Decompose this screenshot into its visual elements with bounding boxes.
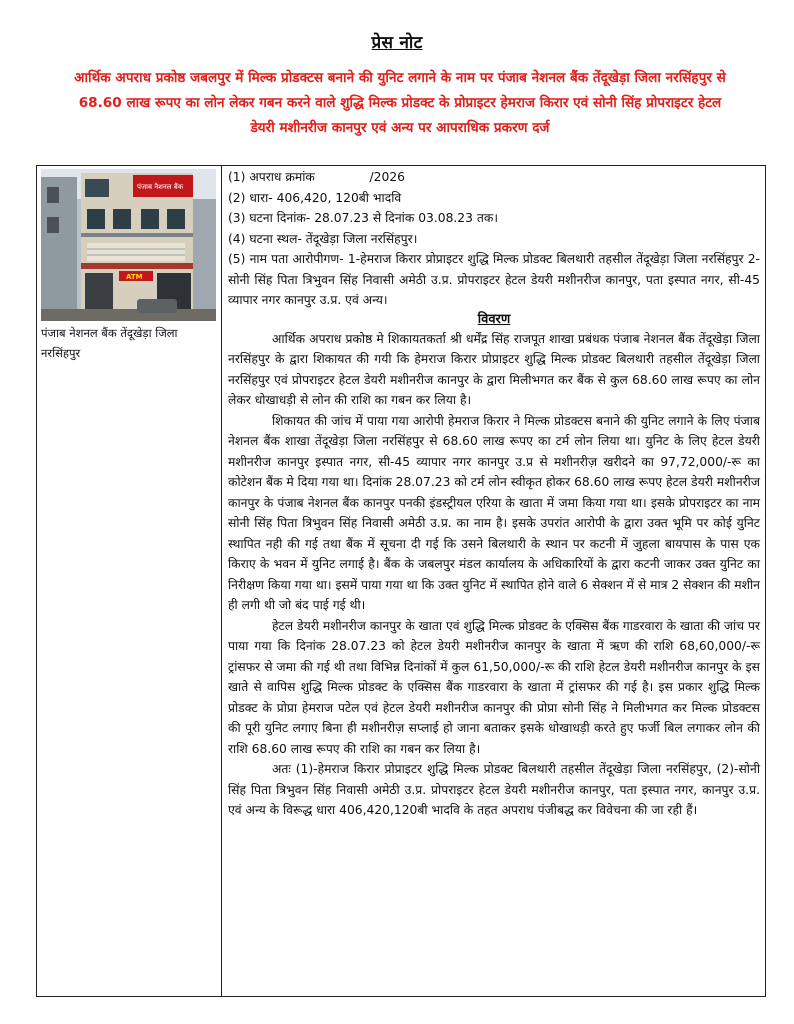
sections: (2) धारा- 406,420, 120बी भादवि [228, 190, 402, 205]
incident-date: (3) घटना दिनांक- 28.07.23 से दिनांक 03.08.23 तक। [228, 211, 498, 225]
photo-caption: पंजाब नेशनल बैंक तेंदूखेड़ा जिला नरसिंहपुर [41, 326, 178, 360]
column-divider [221, 166, 222, 996]
page-title: प्रेस नोट [371, 33, 423, 53]
details-table [36, 165, 766, 997]
paragraph: हेटल डेयरी मशीनरीज कानपुर के खाता एवं शुद्धि मिल्क प्रोडक्ट के एक्सिस बैंक गाडरवारा के खाता की जांच पर पाया गया कि दिनांक 28.07.23 को हेटल डेयरी मशीनरीज कानपुर के खाता में ऋण की राशि 68,60,000/-रू ट्रांसफर से जमा की गई थी तथा विभिन्न दिनांकों में कुल 61,50,000/-रू की राशि हेटल डेयरी मशीनरीज कानपुर के इस खाते से वापिस शुद्धि मिल्क प्रोडक्ट के एक्सिस बैंक गाडरवारा के खाता में ट्रांसफर की गई है। इस प्रकार शुद्धि मिल्क प्रोडक्ट के प्रोप्रा हेमराज पटेल एवं हेटल डेयरी मशीनरीज कानपुर की प्रोप्रा सोनी सिंह ने मिलीभगत कर मिल्क प्रोडक्टस की पूरी युनिट लगाए बिना ही मशीनरीज़ सप्लाई हो जाना बताकर इसके धोखाधड़ी करते हुए फर्जी बिल लगाकर लोन की राशि 68.60 लाख रूपए की राशि का गबन कर लिया है। [228, 618, 760, 756]
paragraph: शिकायत की जांच में पाया गया आरोपी हेमराज किरार ने मिल्क प्रोडक्टस बनाने की युनिट लगाने के लिए पंजाब नेशनल बैंक शाखा तेंदूखेड़ा जिला नरसिंहपुर से 68.60 लाख रूपए का टर्म लोन लिया था। युनिट के लिए हेटल डेयरी मशीनरीज कानपुर इस्पात नगर, सी-45 व्यापार नगर कानपुर उ.प्र से मशीनरीज़ खरीदने का 97,72,000/-रू का कोटेशन बैंक मे दिया गया था। दिनांक 28.07.23 को टर्म लोन स्वीकृत होकर 68.60 लाख रूपए हेटल डेयरी मशीनरीज कानपुर के पंजाब नेशनल बैंक कानपुर पनकी इंडस्ट्रीयल एरिया के खाता में जमा किया गया था। इसके प्रोपराइटर का नाम सोनी सिंह पिता त्रिभुवन सिंह निवासी अमेठी उ.प्र. का नाम है। इसके उपरांत आरोपी के द्वारा उक्त भूमि पर कोई युनिट स्थापित नही की गई तथा बैंक में सूचना दी गई कि उसने बिलथारी के स्थान पर कटनी में जुहला बायपास के पास एक किराए के भवन में युनिट लगाई है। बैंक के जबलपुर मंडल कार्यालय के अधिकारियों के द्वारा कटनी जाकर उक्त युनिट का निरीक्षण किया गया था। इसमें पाया गया था कि उक्त युनिट में स्थापित होने वाले 6 सेक्शन में से मात्र 2 सेक्शन की मशीन ही लगी थी जो बंद पाई गई थी। [228, 413, 760, 612]
bank-building-photo [41, 169, 216, 321]
case-details [228, 167, 760, 821]
atm-sign-text: ATM [126, 273, 143, 281]
paragraph: आर्थिक अपराध प्रकोष्ठ मे शिकायतकर्ता श्री धर्मेंद्र सिंह राजपूत शाखा प्रबंधक पंजाब नेशनल बैंक तेंदूखेड़ा जिला नरसिंहपुर के द्वारा शिकायत की गयी कि हेमराज किरार प्रोप्राइटर शुद्धि मिल्क प्रोडक्ट बिलथारी तहसील तेंदूखेड़ा जिला नरसिंहपुर एवं प्रोपराइटर हेटल डेयरी मशीनरीज कानपुर के द्वारा मिलीभगत कर बैंक से कुल 68.60 लाख रूपए का लोन लेकर धोखाधड़ी से लोन की राशि का गबन कर लिया है। [228, 331, 760, 407]
crime-number: (1) अपराध क्रमांक /2026 [228, 170, 405, 184]
bank-sign-text: पंजाब नैशनल बैंक [137, 183, 184, 191]
vivaran-heading: विवरण [477, 311, 511, 327]
building-illustration [41, 169, 216, 321]
incident-place: (4) घटना स्थल- तेंदूखेड़ा जिला नरसिंहपुर। [228, 231, 418, 246]
headline: आर्थिक अपराध प्रकोष्ठ जबलपुर में मिल्क प्रोडक्टस बनाने की युनिट लगाने के नाम पर पंजाब नेशनल बैंक तेंदूखेड़ा जिला नरसिंहपुर से 68.60 लाख रूपए का लोन लेकर गबन करने वाले शुद्धि मिल्क प्रोडक्ट के प्रोप्राइटर हेमराज किरार एवं सोनी सिंह प्रोपराइटर हेटल डेयरी मशीनरीज कानपुर एवं अन्य पर आपराधिक प्रकरण दर्ज [74, 70, 726, 136]
accused-names: (5) नाम पता आरोपीगण- 1-हेमराज किरार प्रोप्राइटर शुद्धि मिल्क प्रोडक्ट बिलथारी तहसील तेंदूखेड़ा जिला नरसिंहपुर 2- सोनी सिंह पिता त्रिभुवन सिंह निवासी अमेठी उ.प्र. प्रोपराइटर हेटल डेयरी मशीनरीज कानपुर, पता इस्पात नगर, सी-45 व्यापार नगर कानपुर उ.प्र. एवं अन्य। [228, 252, 760, 307]
paragraph: अतः (1)-हेमराज किरार प्रोप्राइटर शुद्धि मिल्क प्रोडक्ट बिलथारी तहसील तेंदूखेड़ा जिला नरसिंहपुर, (2)-सोनी सिंह पिता त्रिभुवन सिंह निवासी अमेठी उ.प्र. प्रोपराइटर हेटल डेयरी मशीनरीज कानपुर, पता इस्पात नगर, कानपुर उ.प्र. एवं अन्य के विरूद्ध धारा 406,420,120बी भादवि के तहत अपराध पंजीबद्ध कर विवेचना की जा रही हैं। [228, 762, 760, 817]
